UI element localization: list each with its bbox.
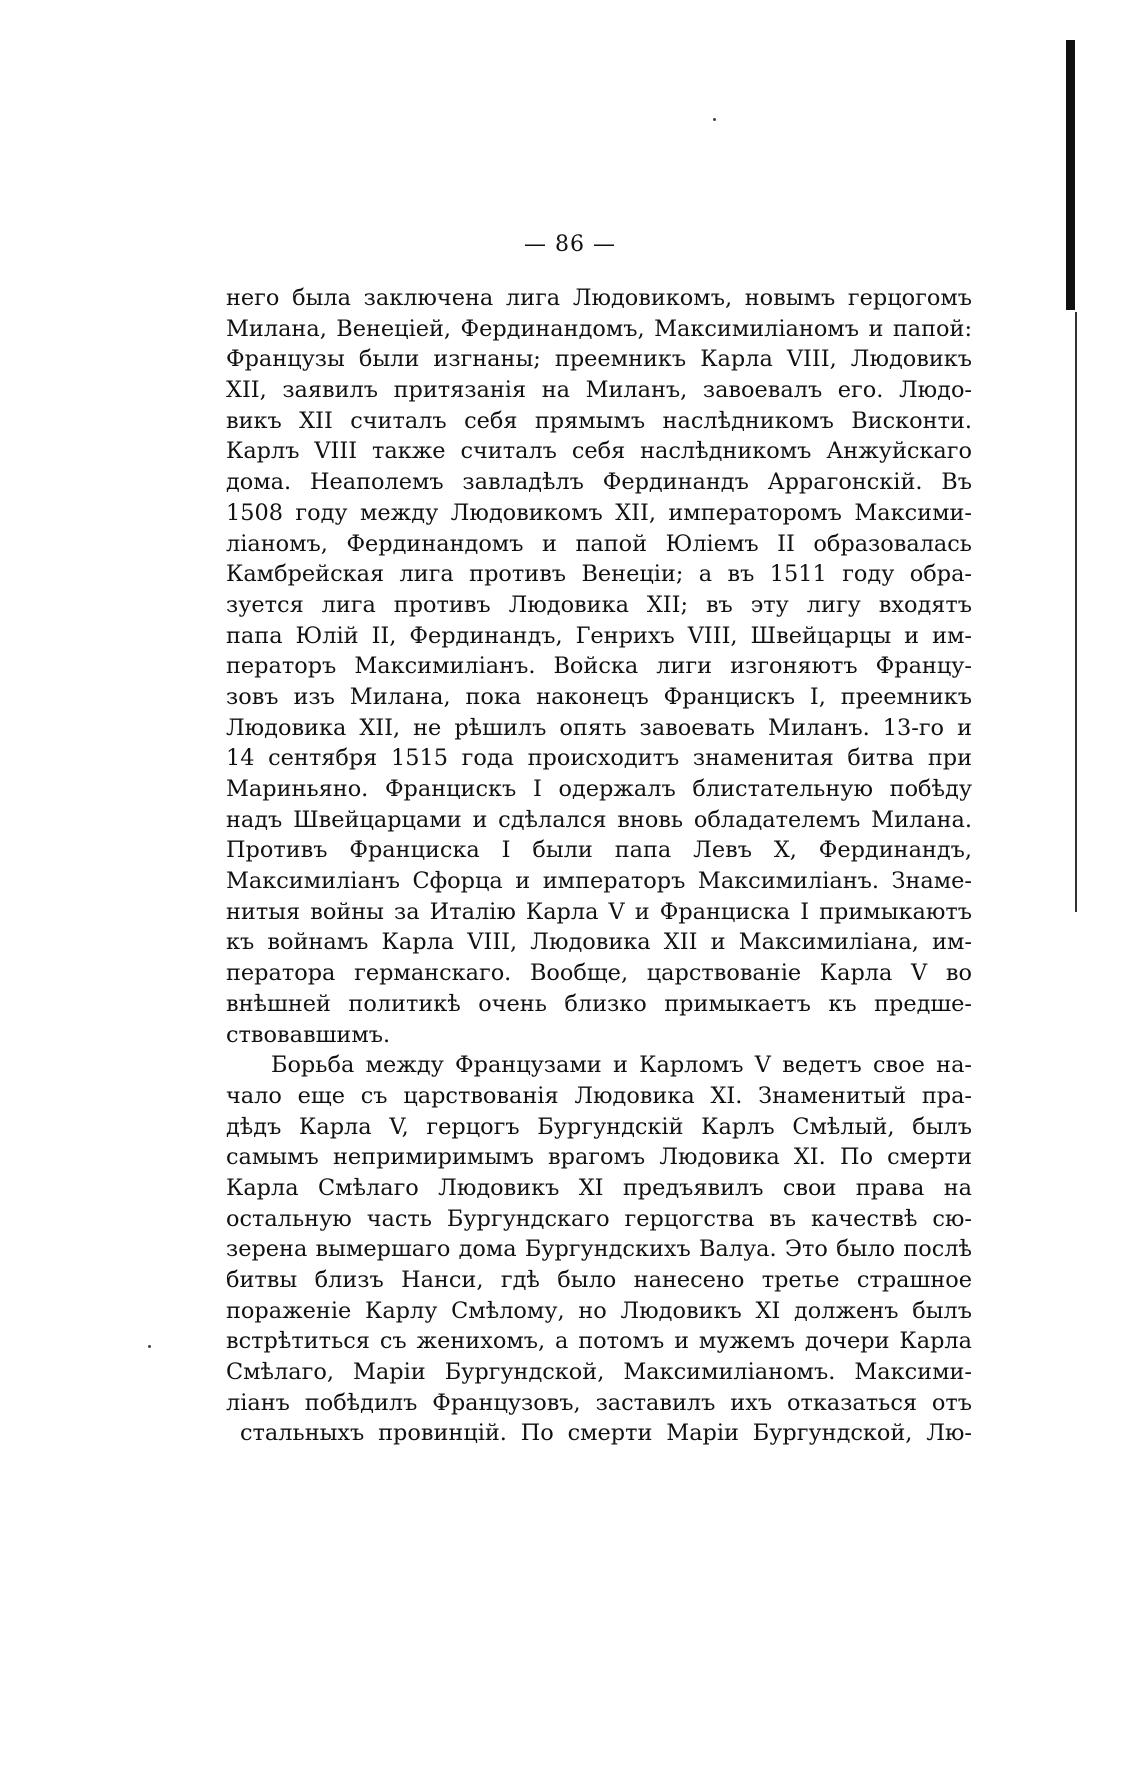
text-line: Карла Смѣлаго Людовикъ XI предъявилъ свои права на — [226, 1174, 972, 1201]
text-line: зерена вымершаго дома Бургундскихъ Валуа. Это было послѣ — [226, 1236, 972, 1263]
text-line: викъ XII считалъ себя прямымъ наслѣдникомъ Висконти. — [226, 407, 972, 434]
text-line: ператоръ Максимиліанъ. Войска лиги изгоняютъ Францу- — [226, 653, 972, 680]
text-line: къ войнамъ Карла VIII, Людовика XII и Максимиліана, им- — [226, 929, 972, 956]
text-line: встрѣтиться съ женихомъ, а потомъ и мужемъ дочери Карла — [226, 1328, 972, 1355]
text-line: Людовика XII, не рѣшилъ опять завоевать Миланъ. 13-го и — [226, 714, 972, 741]
text-line: Смѣлаго, Маріи Бургундской, Максимиліаномъ. Максими- — [226, 1359, 972, 1386]
text-line: дѣдъ Карла V, герцогъ Бургундскій Карлъ Смѣлый, былъ — [226, 1113, 972, 1140]
text-line: ператора германскаго. Вообще, царствованіе Карла V во — [226, 960, 972, 987]
text-line: 14 сентября 1515 года происходитъ знаменитая битва при — [226, 745, 972, 772]
text-line: XII, заявилъ притязанія на Миланъ, завоевалъ его. Людо- — [226, 377, 972, 404]
text-line: Французы были изгнаны; преемникъ Карла VIII, Людовикъ — [226, 346, 972, 373]
text-line: чало еще съ царствованія Людовика XI. Знаменитый пра- — [226, 1082, 972, 1109]
text-line: пораженіе Карлу Смѣлому, но Людовикъ XI долженъ былъ — [226, 1297, 972, 1324]
text-line: Противъ Франциска I были папа Левъ X, Фердинандъ, — [226, 837, 972, 864]
text-line: дома. Неаполемъ завладѣлъ Фердинандъ Аррагонскій. Въ — [226, 469, 972, 496]
scan-speck — [148, 1345, 151, 1348]
text-line: ліанъ побѣдилъ Французовъ, заставилъ ихъ отказаться отъ — [226, 1389, 972, 1416]
text-line: остальную часть Бургундскаго герцогства въ качествѣ сю- — [226, 1205, 972, 1232]
text-line: Камбрейская лига противъ Венеціи; а въ 1511 году обра- — [226, 561, 972, 588]
paragraph-start-line: Борьба между Французами и Карломъ V ведетъ свое на- — [271, 1052, 972, 1079]
text-line: Милана, Венеціей, Фердинандомъ, Максимиліаномъ и папой: — [226, 315, 972, 342]
text-line: него была заключена лига Людовикомъ, новымъ герцогомъ — [226, 285, 972, 311]
text-line: стальныхъ провинцій. По смерти Маріи Бургундской, Лю- — [240, 1420, 972, 1447]
text-line: зовъ изъ Милана, пока наконецъ Францискъ I, преемникъ — [226, 683, 972, 710]
text-line: ствовавшимъ. — [226, 1021, 391, 1048]
scan-edge-line — [1075, 312, 1077, 912]
text-line: папа Юлій II, Фердинандъ, Генрихъ VIII, Швейцарцы и им- — [226, 622, 972, 649]
text-line: Максимиліанъ Сфорца и императоръ Максимиліанъ. Знаме- — [226, 868, 972, 895]
scan-edge-bar — [1066, 40, 1075, 310]
scan-speck — [713, 118, 716, 121]
text-line: самымъ непримиримымъ врагомъ Людовика XI. По смерти — [226, 1144, 972, 1171]
text-line: Карлъ VIII также считалъ себя наслѣдникомъ Анжуйскаго — [226, 438, 972, 465]
text-line: внѣшней политикѣ очень близко примыкаетъ къ предше- — [226, 990, 972, 1017]
body-text — [226, 283, 972, 1449]
page-number: — 86 — — [524, 232, 616, 257]
text-line: Мариньяно. Францискъ I одержалъ блистательную побѣду — [226, 776, 972, 802]
text-line: нитыя войны за Италію Карла V и Франциска I примыкаютъ — [226, 898, 972, 925]
text-line: ліаномъ, Фердинандомъ и папой Юліемъ II образовалась — [226, 530, 972, 557]
text-line: зуется лига противъ Людовика XII; въ эту лигу входятъ — [226, 591, 972, 618]
text-line: битвы близъ Нанси, гдѣ было нанесено третье страшное — [226, 1267, 972, 1293]
text-line: надъ Швейцарцами и сдѣлался вновь обладателемъ Милана. — [226, 806, 972, 833]
text-line: 1508 году между Людовикомъ XII, императоромъ Максими- — [226, 499, 972, 526]
